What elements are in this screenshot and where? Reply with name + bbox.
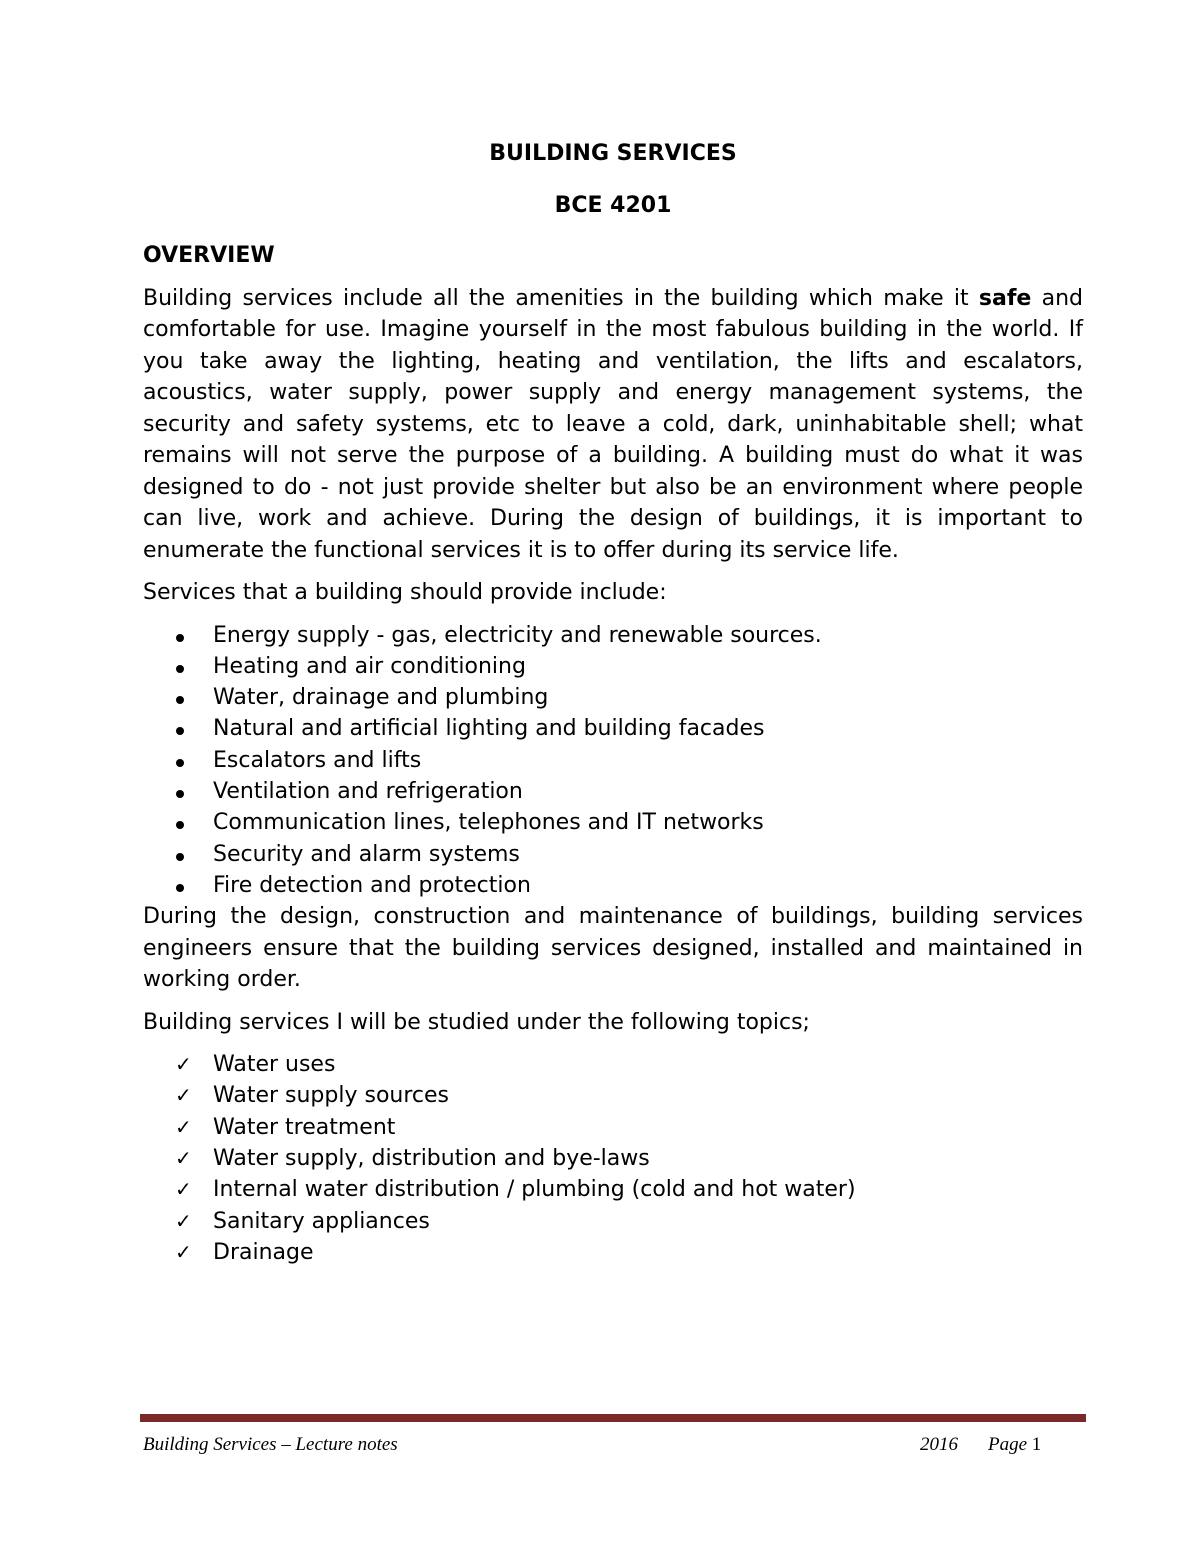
list-item-text: Water uses bbox=[213, 1052, 336, 1078]
list-item bbox=[143, 807, 1083, 838]
list-item bbox=[143, 651, 1083, 682]
checkmark-icon: ✓ bbox=[175, 1239, 192, 1264]
engineers-paragraph: During the design, construction and maintenance of buildings, building services engineers ensure that the building services designed, installed and maintained in working order. bbox=[143, 904, 1083, 993]
topics-list bbox=[143, 1049, 1083, 1268]
list-item-text: Fire detection and protection bbox=[213, 872, 531, 898]
overview-text-rest: and comfortable for use. Imagine yourself in the most fabulous building in the world. If you take away the lighting, heating and ventilation, the lifts and escalators, acoustics, water supply, power supply and energy management systems, the security and safety systems, etc to leave a cold, dark, uninhabitable shell; what remains will not serve the purpose of a building. A building must do what it was designed to do - not just provide shelter but also be an environment where people can live, work and achieve. During the design of buildings, it is important to enumerate the functional services it is to offer during its service life. bbox=[143, 285, 1083, 563]
services-list bbox=[143, 620, 1083, 902]
list-item bbox=[143, 839, 1083, 870]
checkmark-icon: ✓ bbox=[175, 1052, 192, 1077]
footer-title: Building Services – Lecture notes bbox=[143, 1434, 398, 1455]
overview-text-start: Building services include all the amenities in the building which make it bbox=[143, 285, 979, 311]
services-intro: Services that a building should provide include: bbox=[143, 580, 667, 605]
checkmark-icon: ✓ bbox=[175, 1177, 192, 1202]
list-item-text: Sanitary appliances bbox=[213, 1208, 430, 1234]
list-item-text: Energy supply - gas, electricity and renewable sources. bbox=[213, 622, 822, 648]
overview-paragraph bbox=[143, 283, 1083, 567]
checkmark-icon: ✓ bbox=[175, 1083, 192, 1108]
list-item bbox=[143, 620, 1083, 651]
list-item bbox=[143, 870, 1083, 901]
footer-rule bbox=[140, 1414, 1086, 1422]
list-item-text: Communication lines, telephones and IT networks bbox=[213, 810, 764, 836]
list-item-text: Water treatment bbox=[213, 1114, 396, 1140]
course-code: BCE 4201 bbox=[554, 192, 672, 218]
list-item bbox=[143, 1112, 1083, 1143]
list-item bbox=[143, 713, 1083, 744]
checkmark-icon: ✓ bbox=[175, 1114, 192, 1139]
list-item bbox=[143, 776, 1083, 807]
list-item bbox=[143, 1206, 1083, 1237]
bullet-icon bbox=[176, 620, 196, 651]
bullet-icon bbox=[176, 870, 196, 901]
bullet-icon bbox=[176, 776, 196, 807]
list-item-text: Water, drainage and plumbing bbox=[213, 685, 549, 711]
footer-page-label: Page bbox=[988, 1434, 1028, 1455]
document-title: BUILDING SERVICES bbox=[489, 141, 737, 166]
bullet-icon bbox=[176, 713, 196, 744]
list-item-text: Escalators and lifts bbox=[213, 747, 422, 773]
list-item-text: Water supply, distribution and bye-laws bbox=[213, 1146, 650, 1172]
list-item-text: Security and alarm systems bbox=[213, 841, 520, 867]
list-item-text: Natural and artificial lighting and building facades bbox=[213, 716, 765, 742]
checkmark-icon: ✓ bbox=[175, 1208, 192, 1233]
list-item bbox=[143, 1080, 1083, 1111]
list-item bbox=[143, 1237, 1083, 1268]
bullet-icon bbox=[176, 745, 196, 776]
list-item bbox=[143, 682, 1083, 713]
list-item bbox=[143, 1143, 1083, 1174]
bullet-icon bbox=[176, 651, 196, 682]
list-item-text: Water supply sources bbox=[213, 1083, 450, 1109]
list-item-text: Internal water distribution / plumbing (cold and hot water) bbox=[213, 1177, 856, 1203]
list-item-text: Heating and air conditioning bbox=[213, 653, 526, 679]
footer-page-number: 1 bbox=[1031, 1434, 1042, 1455]
bullet-icon bbox=[176, 682, 196, 713]
list-item bbox=[143, 745, 1083, 776]
page-content bbox=[143, 138, 1083, 1268]
section-heading-overview: OVERVIEW bbox=[143, 243, 275, 268]
checkmark-icon: ✓ bbox=[175, 1146, 192, 1171]
bullet-icon bbox=[176, 807, 196, 838]
list-item-text: Ventilation and refrigeration bbox=[213, 778, 523, 804]
list-item bbox=[143, 1174, 1083, 1205]
overview-bold-word: safe bbox=[978, 285, 1032, 311]
bullet-icon bbox=[176, 839, 196, 870]
footer-year: 2016 bbox=[920, 1434, 958, 1455]
list-item-text: Drainage bbox=[213, 1239, 314, 1265]
footer-page bbox=[988, 1432, 1041, 1458]
list-item bbox=[143, 1049, 1083, 1080]
topics-intro: Building services I will be studied under the following topics; bbox=[143, 1009, 810, 1035]
